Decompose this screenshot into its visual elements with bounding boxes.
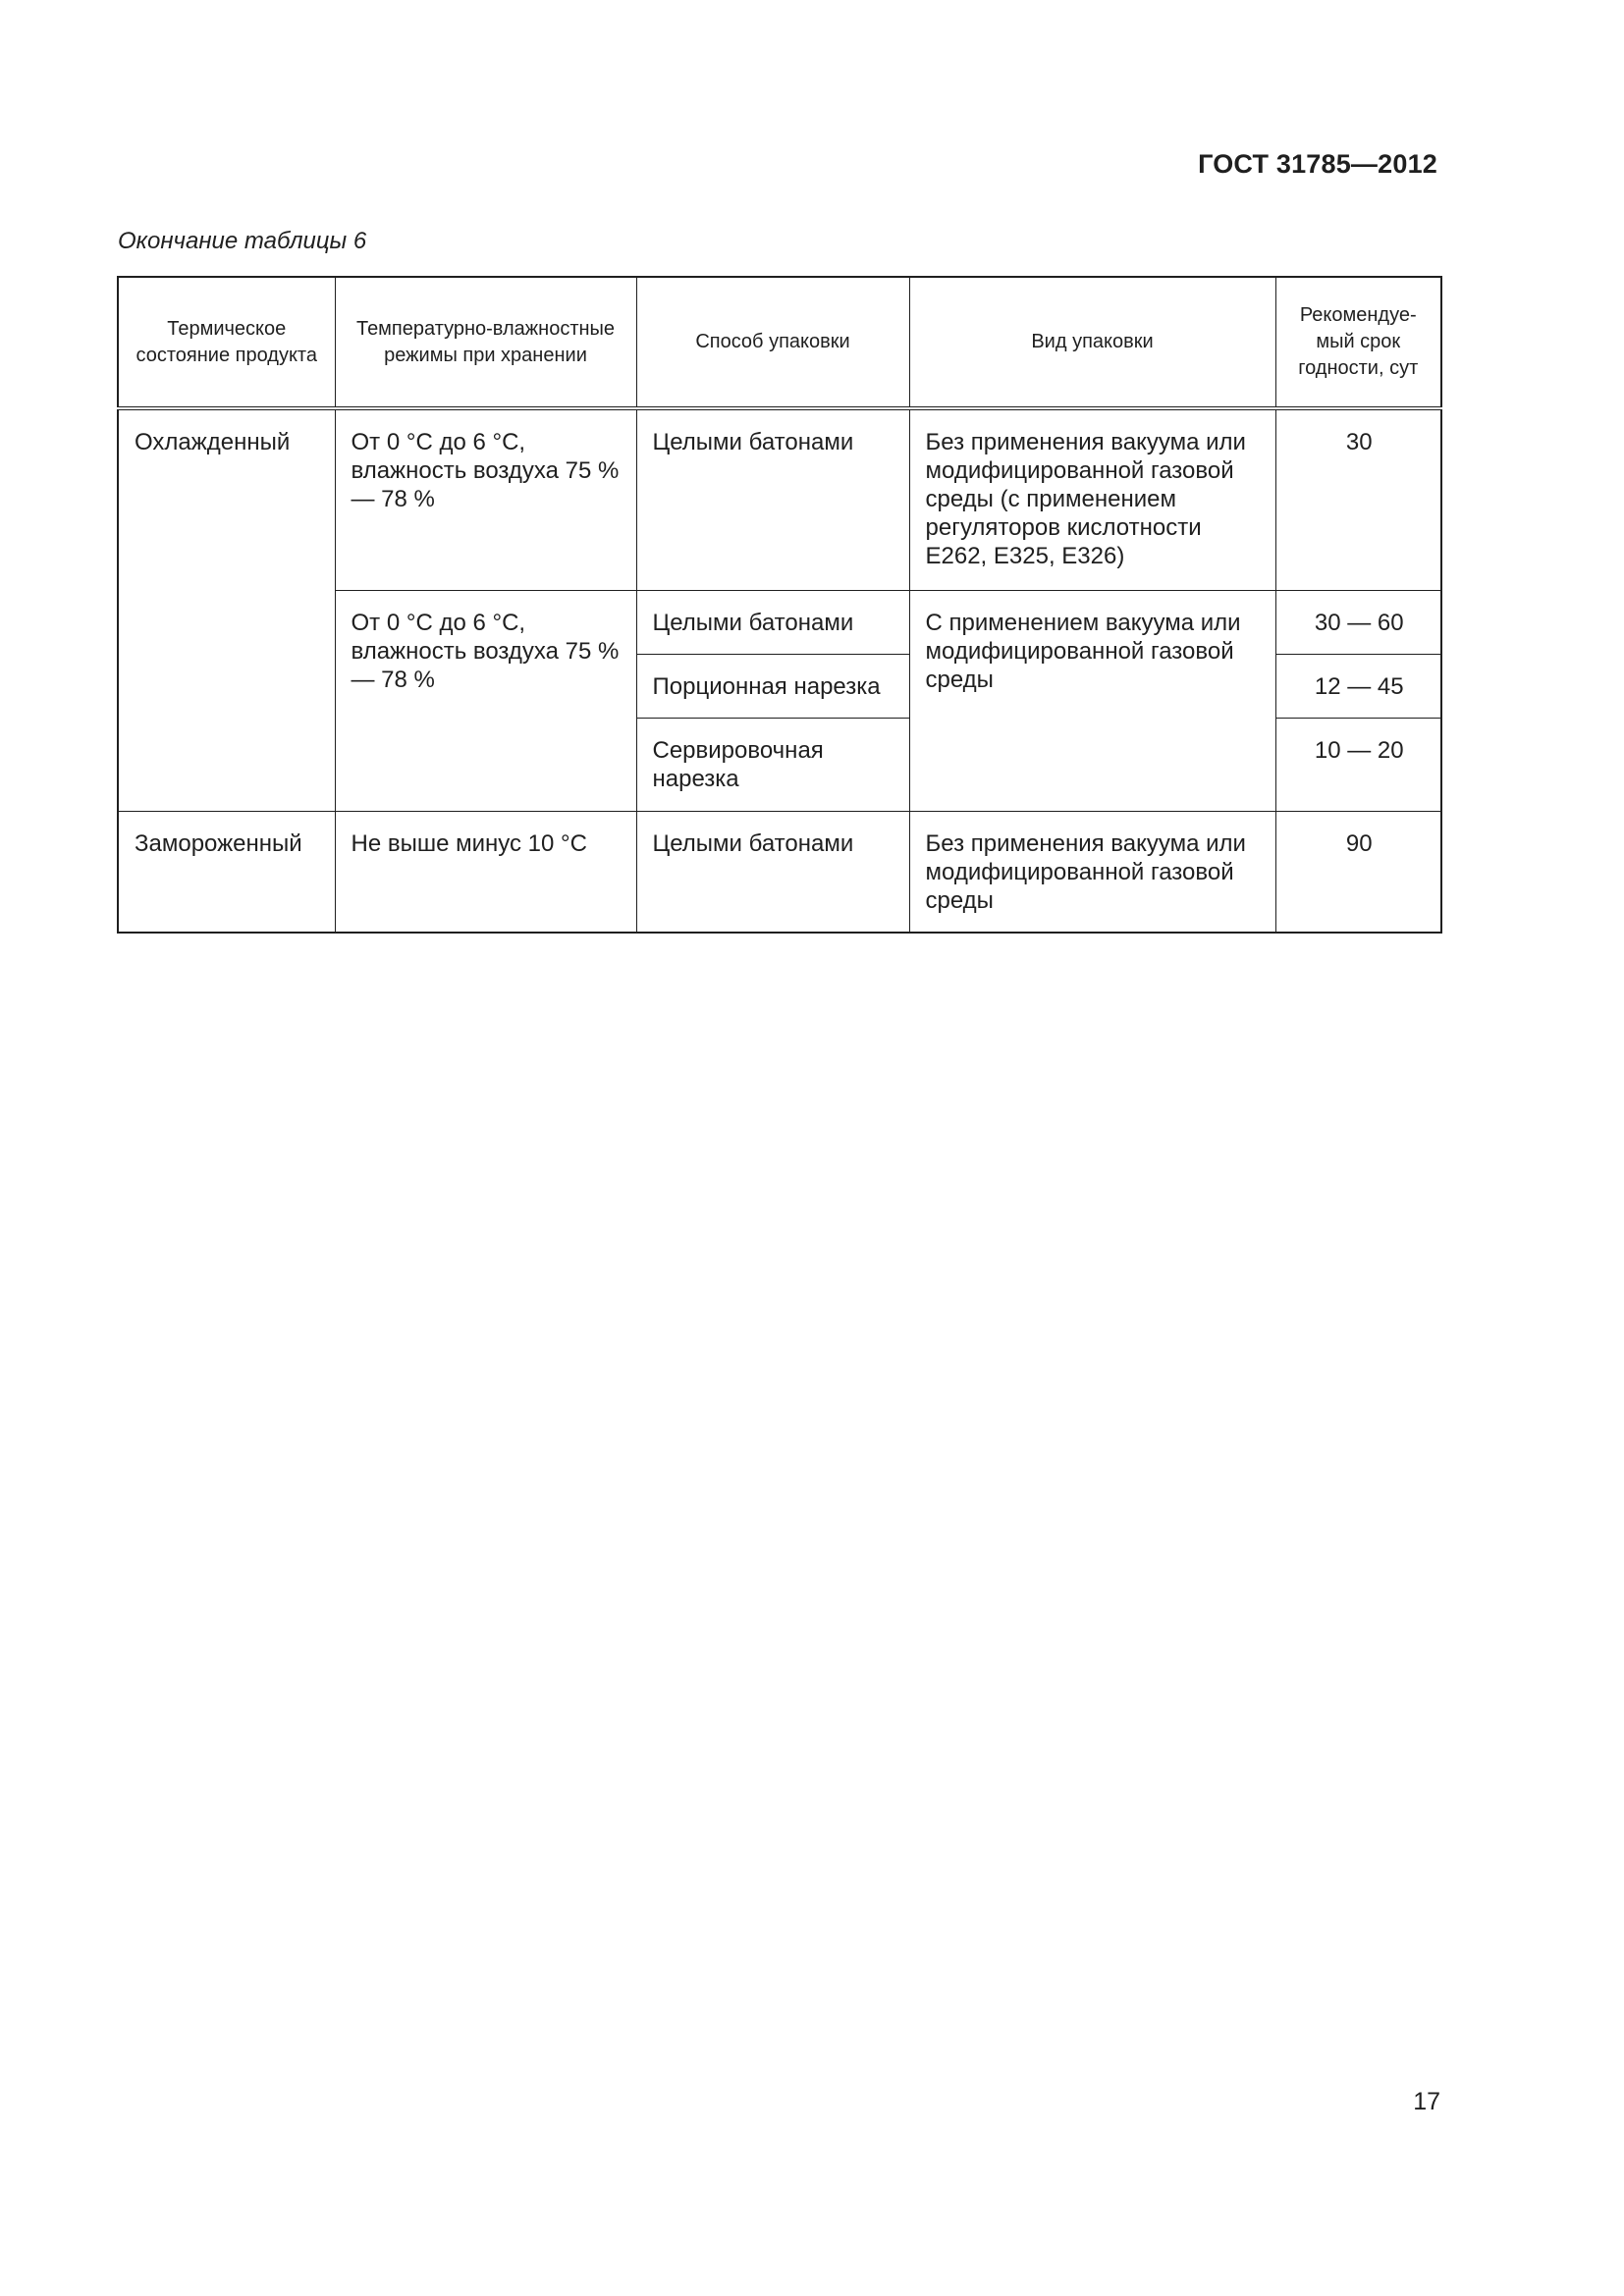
- table-row: [118, 812, 1441, 934]
- cell-chilled-method-2c: Сервировочная нарезка: [636, 719, 909, 812]
- cell-chilled-regime-1: От 0 °С до 6 °С, влажность воздуха 75 % — 78 %: [335, 408, 636, 591]
- cell-chilled-method-2a: Целыми батонами: [636, 591, 909, 655]
- header-packing-method: Способ упаковки: [636, 277, 909, 408]
- header-storage-regime: Температурно-влажностные режимы при хранении: [335, 277, 636, 408]
- cell-frozen-state: Замороженный: [118, 812, 335, 934]
- cell-chilled-method-1: Целыми батонами: [636, 408, 909, 591]
- table-row: [118, 408, 1441, 591]
- page-number: 17: [1413, 2088, 1440, 2115]
- storage-table: [117, 276, 1442, 934]
- table-header-row: [118, 277, 1441, 408]
- cell-chilled-method-2b: Порционная нарезка: [636, 655, 909, 719]
- cell-frozen-term: 90: [1275, 812, 1441, 934]
- cell-chilled-pack-1: Без применения вакуума или модифицированной газовой среды (с применением регуляторов кислотности Е262, Е325, Е326): [909, 408, 1275, 591]
- cell-chilled-pack-2: С применением вакуума или модифицированной газовой среды: [909, 591, 1275, 812]
- cell-chilled-state: Охлажденный: [118, 408, 335, 812]
- cell-chilled-term-2a: 30 — 60: [1275, 591, 1441, 655]
- header-packing-type: Вид упаковки: [909, 277, 1275, 408]
- cell-frozen-method: Целыми батонами: [636, 812, 909, 934]
- cell-chilled-regime-2: От 0 °С до 6 °С, влажность воздуха 75 % — 78 %: [335, 591, 636, 812]
- document-code: ГОСТ 31785—2012: [1198, 149, 1437, 179]
- table-caption: Окончание таблицы 6: [118, 228, 367, 254]
- cell-chilled-term-1: 30: [1275, 408, 1441, 591]
- header-shelf-life: Рекомендуе-мый срок годности, сут: [1275, 277, 1441, 408]
- cell-frozen-regime: Не выше минус 10 °С: [335, 812, 636, 934]
- cell-chilled-term-2b: 12 — 45: [1275, 655, 1441, 719]
- cell-chilled-term-2c: 10 — 20: [1275, 719, 1441, 812]
- header-thermal-state: Термическое состояние продукта: [118, 277, 335, 408]
- cell-frozen-pack: Без применения вакуума или модифицированной газовой среды: [909, 812, 1275, 934]
